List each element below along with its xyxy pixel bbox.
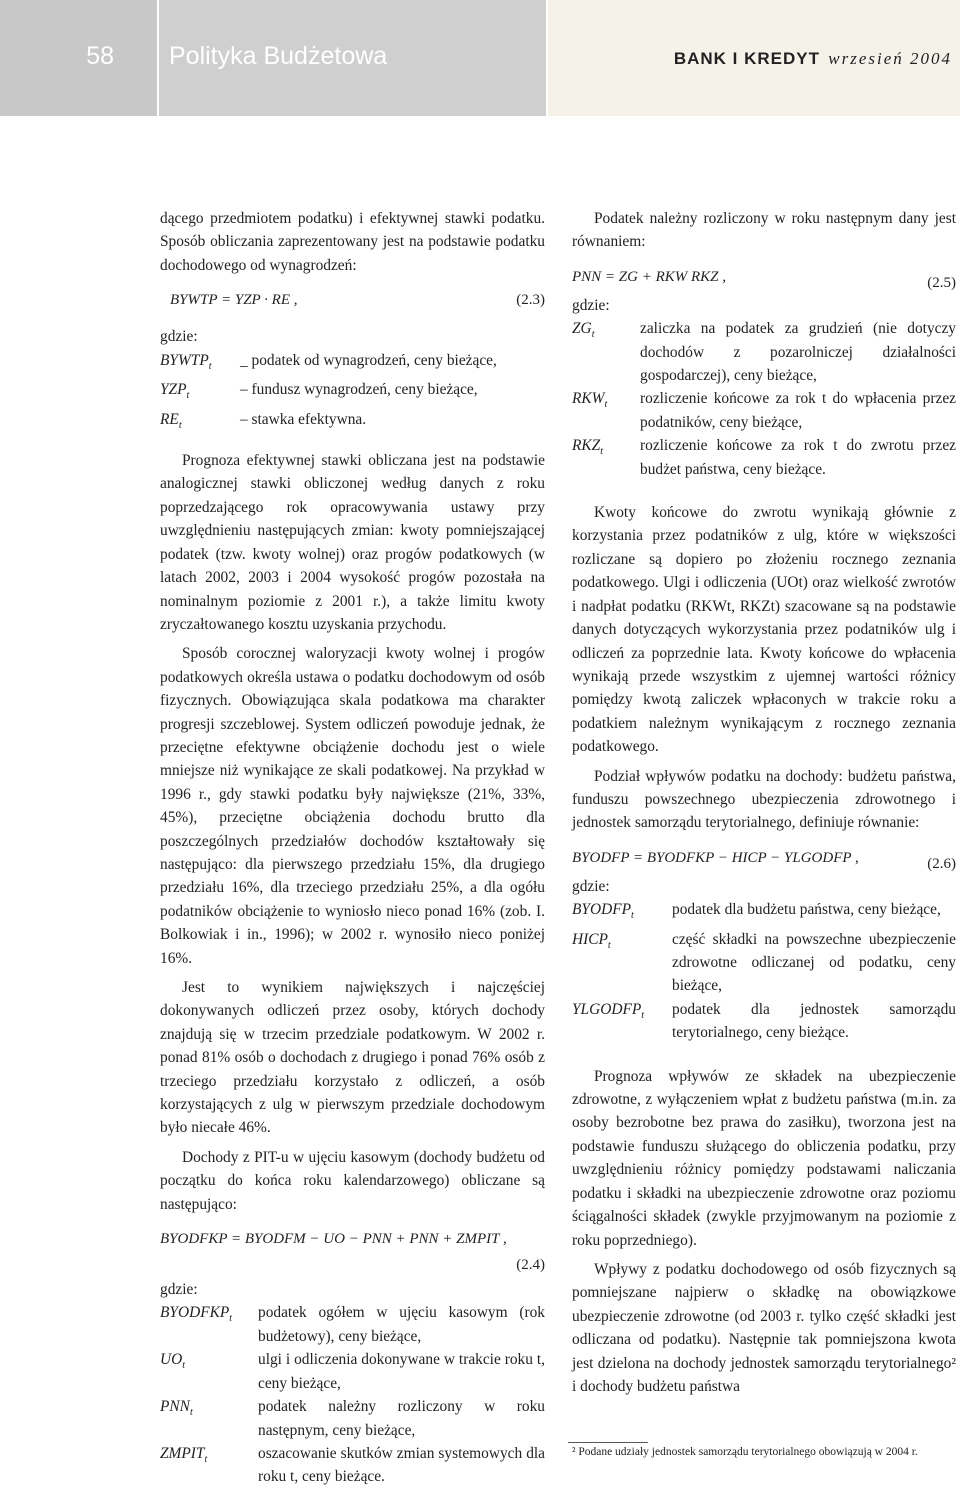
equation-2-5 <box>572 266 956 294</box>
paragraph: Prognoza wpływów ze składek na ubezpieczenie zdrowotne, z wyłączeniem wpłat z budżetu państwa (m.in. za osoby bezrobotne bez prawa do zasiłku), tworzona jest na podstawie funduszu służącego do obliczenia podatku, przy uwzględnieniu różnicy pomiędzy podstawami naliczania podatku i składki na ubezpieczenie zdrowotne oraz poziomu ściągalności składek (zwykle przyjmowanym na poziomie z roku poprzedniego). <box>572 1067 956 1249</box>
definition-symbol: $BYODFKP_t$ <box>160 1304 233 1325</box>
equation-number: (2.6) <box>927 855 956 872</box>
right-column <box>572 207 956 1398</box>
equation-body: BYODFP = BYODFKP − HICP − YLGODFP , <box>572 849 859 866</box>
definition-symbol: $BYODFP_t$ <box>572 901 634 922</box>
definition-symbol: $UO_t$ <box>160 1351 186 1372</box>
footnote: ² Podane udziały jednostek samorządu terytorialnego obowiązują w 2004 r. <box>572 1446 918 1458</box>
equation-2-3 <box>160 289 545 313</box>
paragraph: Sposób corocznej waloryzacji kwoty wolnej i progów podatkowych określa ustawa o podatku dochodowym od osób fizycznych. Obowiązująca skala podatkowa ma charakter progresji szczeblowej. System odliczeń powoduje jednak, że przeciętne efektywne obciążenie dochodu jest o wiele mniejsze niż wynikające ze skali podatkowej. Na przykład w 1996 r., gdy stawki podatku były największe (21%, 33%, 45%), przeciętne obciążenia dochodu brutto dla poszczególnych przedziałów dochodów kształtowały się następująco: dla pierwszego przedziału 15%, dla drugiego przedziału 16%, dla trzeciego przedziału 25%, a dla ogółu podatników obciążenie to wyniosło nieco ponad 16% (zob. I. Bolkowiak i in., 1996); w 2002 r. wynosiło nieco poniżej 16%. <box>160 645 545 967</box>
journal-name: BANK I KREDYT <box>673 49 820 68</box>
paragraph: Wpływy z podatku dochodowego od osób fizycznych są pomniejszane najpierw o składkę na obowiązkowe ubezpieczenie zdrowotne (od 2003 r. tylko część składki jest odliczana od podatku). Następnie tak pomniejszona kwota jest dzielona na dochody jednostek samorządu terytorialnego² i dochody budżetu państwa <box>572 1260 956 1395</box>
definition-item <box>160 1395 545 1442</box>
equation-number: (2.4) <box>516 1257 545 1274</box>
definition-list <box>160 1301 545 1488</box>
definition-symbol: $YZP_t$ <box>160 381 190 402</box>
definition-item <box>160 1301 545 1348</box>
definition-symbol: $BYWTP_t$ <box>160 351 212 372</box>
definition-text: ulgi i odliczenia dokonywane w trakcie roku t, ceny bieżące, <box>258 1351 545 1392</box>
equation-2-6 <box>572 847 956 875</box>
where-label: gdzie: <box>572 296 610 314</box>
journal-masthead <box>674 49 952 69</box>
left-column <box>160 207 545 1489</box>
where-label: gdzie: <box>160 1281 198 1299</box>
equation-number: (2.5) <box>927 274 956 291</box>
definition-text: oszacowanie skutków zmian systemowych dla roku t, ceny bieżące. <box>258 1444 545 1486</box>
definition-text: podatek dla budżetu państwa, ceny bieżące, <box>672 901 941 919</box>
definition-text: podatek ogółem w ujęciu kasowym (rok budżetowy), ceny bieżące, <box>258 1304 545 1345</box>
paragraph: Podatek należny rozliczony w roku następnym dany jest równaniem: <box>572 210 956 251</box>
definition-list <box>572 317 956 481</box>
paragraph: dącego przedmiotem podatku) i efektywnej stawki podatku. Sposób obliczania zaprezentowany jest na podstawie podatku dochodowego od wynagrodzeń: <box>160 210 545 274</box>
paragraph: Kwoty końcowe do zwrotu wynikają głównie z korzystania przez podatników z ulg, które w większości rozliczane są dopiero po złożeniu rocznego zeznania podatkowego. Ulgi i odliczenia (UOt) oraz wielkość zwrotów i nadpłat podatku (RKWt, RKZt) szacowane są na podstawie danych dotyczących wykorzystania przez podatników ulg i odliczeń za poprzednie lata. Kwoty końcowe do wpłacenia wynikają przede wszystkim z ujemnej wartości różnicy pomiędzy kwotą zaliczek wpłaconych w trakcie roku a podatkiem należnym wynikającym z rocznego zeznania podatkowego. <box>572 504 956 756</box>
definition-text: część składki na powszechne ubezpieczenie zdrowotne odliczanej od podatku, ceny bieżące, <box>672 930 956 995</box>
definition-symbol: $RKW_t$ <box>572 390 608 411</box>
definition-symbol: $YLGODFP_t$ <box>572 1000 645 1021</box>
paragraph: Prognoza efektywnej stawki obliczana jest na podstawie analogicznej stawki obliczonej według danych z roku poprzedzającego rok opracowywania ustawy przy uwzględnieniu następujących zmian: kwoty pomniejszającej podatek (tzw. kwoty wolnej) oraz progów podatkowych (w latach 2002, 2003 i 2004 wysokość progów pozostała na nominalnym poziomie z 2001 r.), a także limitu kwoty zryczałtowanego kosztu uzyskania przychodu. <box>160 452 545 633</box>
equation-body: BYWTP = YZP · RE , <box>170 292 298 309</box>
definition-item <box>160 1442 545 1489</box>
page-number: 58 <box>86 42 114 70</box>
paragraph: Dochody z PIT-u w ujęciu kasowym (dochody budżetu od początku do końca roku kalendarzowego) obliczane są następująco: <box>160 1148 545 1213</box>
section-title: Polityka Budżetowa <box>169 42 388 70</box>
definition-item <box>572 317 956 387</box>
definition-text: podatek dla jednostek samorządu terytorialnego, ceny bieżące. <box>672 1000 956 1042</box>
definition-item <box>160 378 545 407</box>
definition-item <box>572 998 956 1045</box>
definition-item <box>160 408 545 437</box>
definition-symbol: $ZG_t$ <box>572 320 595 341</box>
definition-symbol: $RKZ_t$ <box>572 437 604 458</box>
paragraph: Jest to wynikiem największych i najczęściej dokonywanych odliczeń przez osoby, których dochody znajdują się w trzecim przedziale podatkowym. W 2002 r. ponad 81% osób o dochodach z drugiego i ponad 76% osób z trzeciego przedziału korzystało z odliczeń, a osób korzystających z ulg w pierwszym przedziale dochodowym było niecałe 46%. <box>160 979 545 1137</box>
definition-item <box>572 434 956 481</box>
journal-block <box>548 0 960 116</box>
definition-symbol: $ZMPIT_t$ <box>160 1444 208 1465</box>
definition-list <box>160 349 545 437</box>
paragraph: Podział wpływów podatku na dochody: budżetu państwa, funduszu powszechnego ubezpieczenia zdrowotnego i jednostek samorządu terytorialnego, definiuje równanie: <box>572 767 956 832</box>
definition-list <box>572 898 956 1045</box>
definition-text: podatek należny rozliczony w roku następnym, ceny bieżące, <box>258 1398 545 1439</box>
equation-body: BYODFKP = BYODFM − UO − PNN + PNN + ZMPIT , <box>160 1231 507 1248</box>
equation-2-4 <box>160 1228 545 1278</box>
definition-symbol: $PNN_t$ <box>160 1398 193 1419</box>
footnote-rule <box>568 1442 648 1443</box>
equation-number: (2.3) <box>516 292 545 309</box>
journal-issue: wrzesień 2004 <box>828 49 952 68</box>
definition-item <box>572 898 956 927</box>
definition-symbol: $HICP_t$ <box>572 930 611 951</box>
definition-item <box>160 349 545 378</box>
definition-text: rozliczenie końcowe za rok t do zwrotu przez budżet państwa, ceny bieżące. <box>640 437 956 478</box>
where-label: gdzie: <box>160 328 198 346</box>
page-number-block <box>0 0 157 116</box>
definition-text: _ podatek od wynagrodzeń, ceny bieżące, <box>240 351 497 369</box>
definition-text: – fundusz wynagrodzeń, ceny bieżące, <box>240 381 478 399</box>
definition-text: rozliczenie końcowe za rok t do wpłacenia przez podatników, ceny bieżące, <box>640 390 956 431</box>
definition-item <box>572 928 956 998</box>
equation-body: PNN = ZG + RKW RKZ , <box>572 268 727 285</box>
section-title-block <box>159 0 546 116</box>
where-label: gdzie: <box>572 877 610 895</box>
definition-item <box>160 1348 545 1395</box>
definition-text: – stawka efektywna. <box>240 410 367 428</box>
definition-symbol: $RE_t$ <box>160 410 182 431</box>
definition-item <box>572 387 956 434</box>
definition-text: zaliczka na podatek za grudzień (nie dotyczy dochodów z pozarolniczej działalności gospodarczej), ceny bieżące, <box>640 320 956 385</box>
